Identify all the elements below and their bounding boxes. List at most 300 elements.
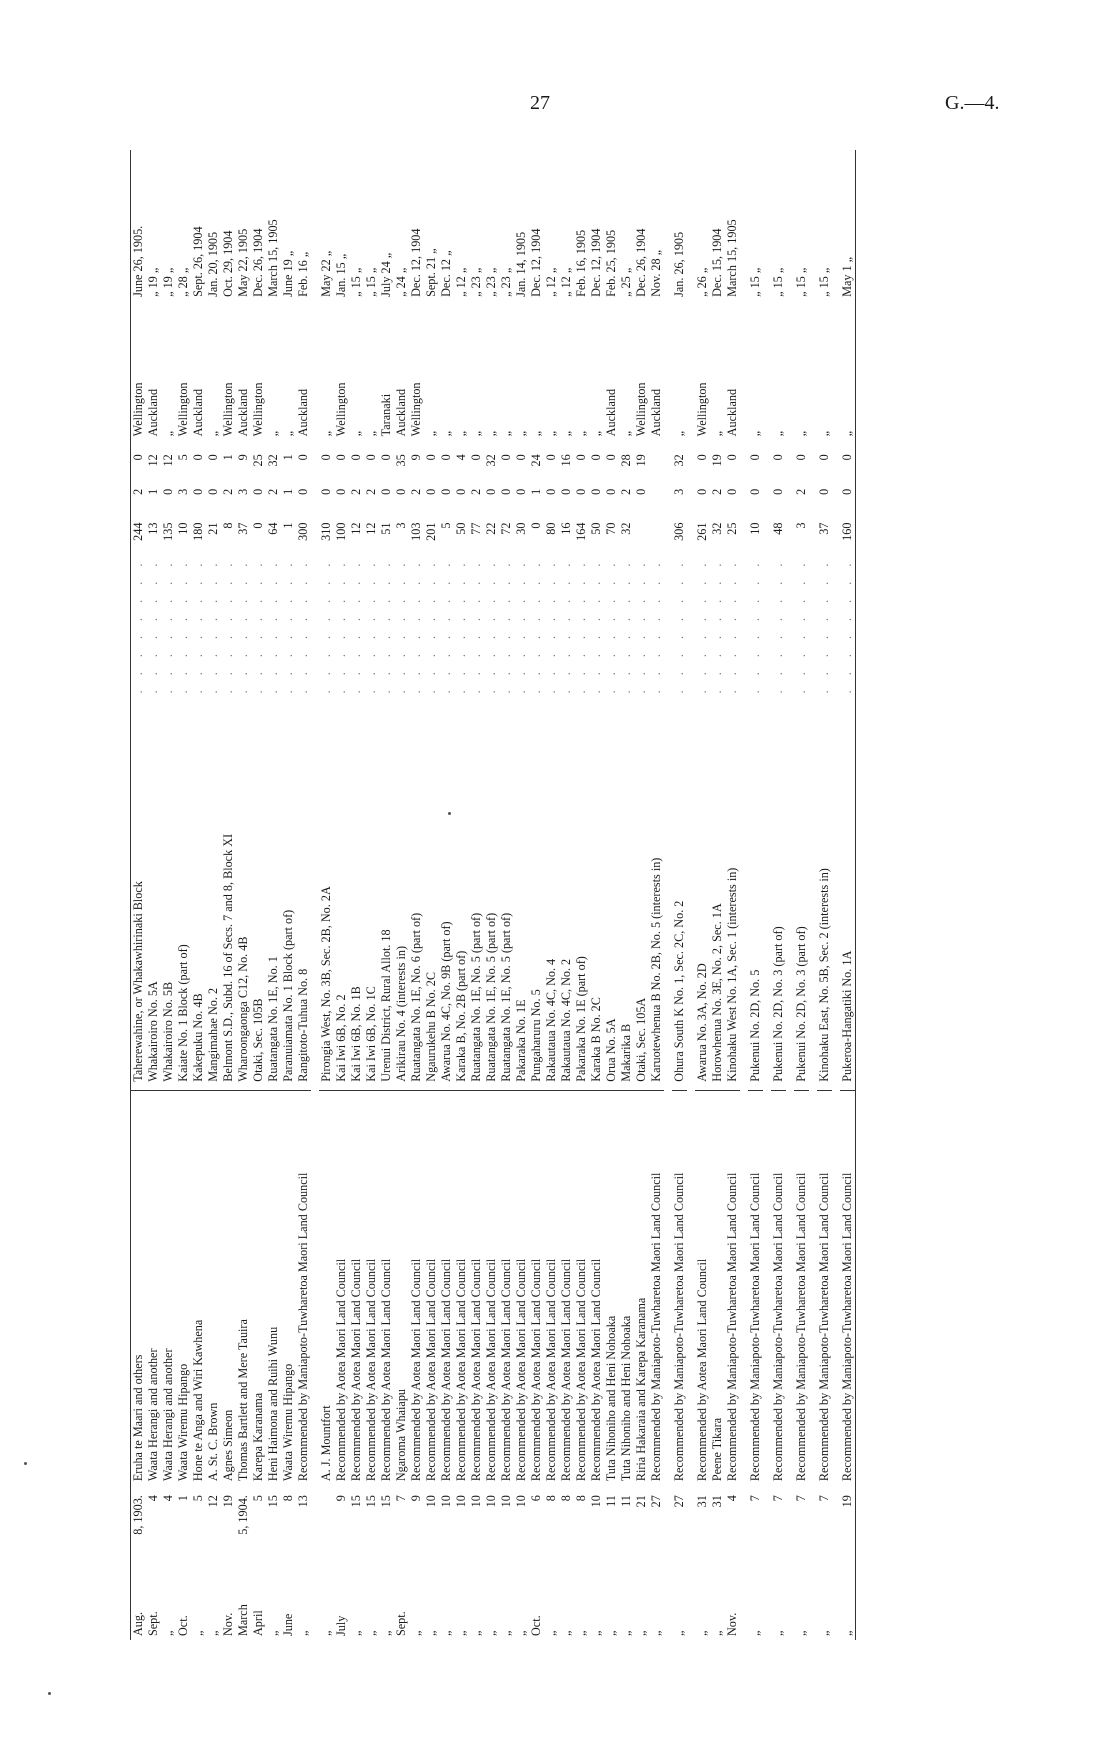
table-row	[832, 150, 840, 1640]
cell-when: March 15, 1905	[266, 219, 280, 297]
cell-when: Dec. 15, 1904	[710, 228, 724, 297]
cell-land: Whakairoiro No. 5A	[146, 697, 161, 1090]
cell-date: Oct.	[176, 1615, 190, 1636]
leader-dots: . . . . . . . .	[619, 557, 633, 694]
row-gap	[786, 150, 794, 1640]
cell-p: 32	[484, 454, 498, 467]
cell-grantee: Eruha te Maari and others	[131, 1090, 147, 1485]
cell-date: „	[544, 1630, 558, 1636]
leader-dots: . . . . . . . .	[364, 557, 378, 694]
cell-district: „	[161, 430, 175, 437]
leader-dots: . . . . . . . .	[559, 557, 573, 694]
cell-date: Aug.	[131, 1611, 145, 1636]
cell-when: „ 23 „	[499, 267, 513, 297]
cell-district: „	[514, 430, 528, 437]
cell-p: 19	[710, 454, 724, 467]
cell-day: 8	[281, 1495, 295, 1502]
cell-r: 0	[251, 488, 265, 495]
rotated-table-container	[130, 150, 970, 1640]
cell-day: 9	[409, 1495, 423, 1502]
cell-a: 50	[454, 522, 468, 535]
cell-date: „	[619, 1630, 633, 1636]
cell-when: „ 26 „	[695, 267, 709, 297]
cell-when: „ 12 „	[454, 267, 468, 297]
cell-district: Auckland	[191, 388, 205, 437]
cell-day: 19	[221, 1495, 235, 1508]
cell-a: 164	[574, 522, 588, 541]
cell-land: Ruatangata No. 1E, No. 6 (part of)	[409, 697, 424, 1090]
table-row	[236, 150, 251, 1640]
cell-when: Dec. 12 „	[439, 250, 453, 297]
speck	[24, 1462, 27, 1465]
cell-p: 16	[559, 454, 573, 467]
cell-p: 0	[296, 454, 310, 461]
cell-r: 0	[379, 488, 393, 495]
table-row	[439, 150, 454, 1640]
leader-dots: . . . . . . . .	[634, 557, 648, 694]
cell-p: 0	[349, 454, 363, 461]
cell-p: 12	[161, 454, 175, 467]
table-row	[809, 150, 817, 1640]
cell-when: Sept. 21 „	[424, 248, 438, 297]
cell-district: „	[589, 430, 603, 437]
cell-a: 10	[748, 522, 762, 535]
cell-p: 5	[176, 454, 190, 461]
cell-a: 1	[281, 522, 295, 529]
cell-r: 0	[161, 488, 175, 495]
cell-date: „	[710, 1630, 724, 1636]
cell-district: „	[544, 430, 558, 437]
leader-dots: . . . . . . . .	[319, 557, 333, 694]
cell-when: Dec. 12, 1904	[589, 228, 603, 297]
cell-land: Pirongia West, No. 3B, Sec. 2B, No. 2A	[319, 697, 334, 1090]
leader-dots: . . . . . . . .	[748, 557, 762, 694]
cell-r: 0	[394, 488, 408, 495]
cell-a: 13	[146, 522, 160, 535]
cell-land: Pungaharuru No. 5	[529, 697, 544, 1090]
cell-r: 0	[334, 488, 348, 495]
cell-when: Nov. 28 „	[649, 249, 663, 297]
cell-land: Pakaraka No. 1E	[514, 697, 529, 1090]
cell-when: Jan. 14, 1905	[514, 231, 528, 297]
cell-land: Rakautaua No. 4C, No. 4	[544, 697, 559, 1090]
cell-p: 19	[634, 454, 648, 467]
cell-land: Rangitoto-Tuhua No. 8	[296, 697, 311, 1090]
cell-date: „	[319, 1630, 333, 1636]
cell-r: 0	[191, 488, 205, 495]
cell-date: „	[454, 1630, 468, 1636]
cell-r: 2	[131, 488, 145, 495]
cell-r: 0	[544, 488, 558, 495]
leader-dots: . . . . . . . .	[424, 557, 438, 694]
cell-when: Sept. 26, 1904	[191, 226, 205, 297]
cell-p: 28	[619, 454, 633, 467]
cell-when: „ 15 „	[771, 267, 785, 297]
cell-r: 0	[424, 488, 438, 495]
cell-when: Dec. 26, 1904	[251, 228, 265, 297]
cell-date: „	[589, 1630, 603, 1636]
cell-district: „	[619, 430, 633, 437]
cell-date: „	[634, 1630, 648, 1636]
leader-dots: . . . . . . . .	[484, 557, 498, 694]
table-row	[484, 150, 499, 1640]
cell-grantee: Waata Herangi and another	[146, 1090, 161, 1485]
cell-land: Ngaurukehu B No. 2C	[424, 697, 439, 1090]
leader-dots: . . . . . . . .	[529, 557, 543, 694]
cell-date: Oct.	[529, 1615, 543, 1636]
table-row	[544, 150, 559, 1640]
cell-district: „	[817, 430, 831, 437]
cell-date: Nov.	[725, 1612, 739, 1636]
cell-p: 0	[725, 454, 739, 461]
leader-dots: . . . . . . . .	[439, 557, 453, 694]
cell-grantee: Recommended by Aotea Maori Land Council	[379, 1090, 394, 1485]
cell-land: Belmont S.D., Subd. 16 of Secs. 7 and 8, Block XI	[221, 697, 236, 1090]
cell-grantee: Heni Haimona and Ruihi Wunu	[266, 1090, 281, 1485]
table-row	[763, 150, 771, 1640]
cell-grantee: Recommended by Maniapoto-Tuwharetoa Maori Land Council	[817, 1090, 832, 1485]
cell-day: 8	[559, 1495, 573, 1502]
cell-r: 3	[672, 488, 686, 495]
cell-land: Awarua No. 4C, No. 9B (part of)	[439, 697, 454, 1090]
cell-grantee: Recommended by Aotea Maori Land Council	[529, 1090, 544, 1485]
cell-day: 13	[296, 1495, 310, 1508]
row-gap	[809, 150, 817, 1640]
cell-r: 2	[469, 488, 483, 495]
table-row	[349, 150, 364, 1640]
cell-day: 4	[161, 1495, 175, 1502]
cell-r: 2	[619, 488, 633, 495]
cell-land: Ohura South K No. 1, Sec. 2C, No. 2	[672, 697, 687, 1090]
cell-date: March	[236, 1604, 250, 1636]
leader-dots: . . . . . . . .	[771, 557, 785, 694]
cell-a: 80	[544, 522, 558, 535]
cell-p: 35	[394, 454, 408, 467]
table-row	[266, 150, 281, 1640]
cell-p: 4	[454, 454, 468, 461]
cell-when: „ 15 „	[817, 267, 831, 297]
cell-r: 0	[840, 488, 854, 495]
cell-grantee: Hone te Anga and Wiri Kawhena	[191, 1090, 206, 1485]
cell-a: 50	[589, 522, 603, 535]
cell-when: Feb. 25, 1905	[604, 229, 618, 297]
cell-grantee: Tuta Nihoniho and Heni Nohoaka	[619, 1090, 634, 1485]
cell-p: 0	[695, 454, 709, 461]
table-row	[311, 150, 319, 1640]
table-row	[559, 150, 574, 1640]
table-row	[424, 150, 439, 1640]
cell-day: 4	[725, 1495, 739, 1502]
cell-r: 3	[236, 488, 250, 495]
cell-day: 15	[266, 1495, 280, 1508]
table-row	[334, 150, 349, 1640]
row-gap	[664, 150, 672, 1640]
cell-a: 10	[176, 522, 190, 535]
cell-when: May 1 „	[840, 256, 854, 297]
table-row	[649, 150, 664, 1640]
cell-land: Pukenui No. 2D, No. 5	[748, 697, 763, 1090]
cell-district: „	[574, 430, 588, 437]
cell-when: „ 19 „	[161, 267, 175, 297]
cell-land: Orua No. 5A	[604, 697, 619, 1090]
cell-day: 9	[334, 1495, 348, 1502]
speck	[48, 1692, 51, 1695]
table-row	[499, 150, 514, 1640]
cell-date: April	[251, 1610, 265, 1636]
table-row	[725, 150, 740, 1640]
leader-dots: . . . . . . . .	[469, 557, 483, 694]
cell-when: „ 19 „	[146, 267, 160, 297]
cell-land: Paranuiamata No. 1 Block (part of)	[281, 697, 296, 1090]
cell-r: 0	[589, 488, 603, 495]
cell-p: 0	[439, 454, 453, 461]
cell-district: „	[349, 430, 363, 437]
cell-r: 2	[794, 488, 808, 495]
table-row	[514, 150, 529, 1640]
leader-dots: . . . . . . . .	[131, 557, 145, 694]
cell-a	[649, 519, 664, 554]
cell-r: 3	[176, 488, 190, 495]
cell-when: „ 12 „	[544, 267, 558, 297]
cell-land: Kaiate No. 1 Block (part of)	[176, 697, 191, 1090]
cell-a: 3	[394, 522, 408, 529]
cell-r: 0	[499, 488, 513, 495]
cell-district: Wellington	[131, 382, 145, 437]
cell-land: Pukeroa-Hangatiki No. 1A	[840, 697, 856, 1090]
cell-a: 12	[364, 522, 378, 535]
cell-grantee: Tuta Nihoniho and Heni Nohoaka	[604, 1090, 619, 1485]
cell-land: Ruatangata No. 1E, No. 1	[266, 697, 281, 1090]
cell-day: 10	[499, 1495, 513, 1508]
cell-a: 0	[251, 522, 265, 529]
cell-grantee: Recommended by Maniapoto-Tuwharetoa Maori Land Council	[672, 1090, 687, 1485]
leader-dots: . . . . . . . .	[725, 557, 739, 694]
cell-a: 8	[221, 522, 235, 529]
table-row	[206, 150, 221, 1640]
cell-r: 0	[604, 488, 618, 495]
cell-day: 15	[379, 1495, 393, 1508]
cell-day: 5	[251, 1495, 265, 1502]
leader-dots: . . . . . . . .	[454, 557, 468, 694]
cell-day: 10	[514, 1495, 528, 1508]
cell-land: Mangimahae No. 2	[206, 697, 221, 1090]
cell-date: „	[794, 1630, 808, 1636]
cell-day: 8, 1903.	[131, 1495, 145, 1535]
cell-when: „ 15 „	[349, 267, 363, 297]
cell-land: Kai Iwi 6B, No. 1C	[364, 697, 379, 1090]
cell-grantee: Recommended by Maniapoto-Tuwharetoa Maori Land Council	[840, 1090, 856, 1485]
cell-p: 0	[131, 454, 145, 461]
cell-when: „ 28 „	[176, 267, 190, 297]
cell-when: May 22 „	[319, 250, 333, 297]
cell-p: 0	[334, 454, 348, 461]
table-row	[319, 150, 334, 1640]
cell-date: „	[604, 1630, 618, 1636]
cell-when: July 24 „	[379, 252, 393, 297]
cell-land: Karaka B, No. 2B (part of)	[454, 697, 469, 1090]
cell-day: 7	[748, 1495, 762, 1502]
cell-day: 7	[394, 1495, 408, 1502]
cell-land: Otaki, Sec. 105A	[634, 697, 649, 1090]
cell-grantee: Recommended by Maniapoto-Tuwharetoa Maori Land Council	[748, 1090, 763, 1485]
cell-a: 160	[840, 522, 854, 541]
cell-a: 201	[424, 522, 438, 541]
cell-district: „	[266, 430, 280, 437]
cell-district: Wellington	[176, 382, 190, 437]
cell-r: 2	[349, 488, 363, 495]
cell-day: 11	[619, 1495, 633, 1507]
table-row	[409, 150, 424, 1640]
cell-when: Dec. 12, 1904	[529, 228, 543, 297]
cell-p: 0	[499, 454, 513, 461]
cell-district: „	[484, 430, 498, 437]
cell-a: 12	[349, 522, 363, 535]
cell-r: 2	[364, 488, 378, 495]
table-row	[589, 150, 604, 1640]
land-grant-table	[130, 150, 856, 1640]
cell-p: 9	[236, 454, 250, 461]
cell-district: „	[206, 430, 220, 437]
cell-date: „	[574, 1630, 588, 1636]
cell-p: 0	[840, 454, 854, 461]
table-row	[281, 150, 296, 1640]
cell-land: Taherewahine, or Whakawhirinaki Block	[131, 697, 147, 1090]
cell-district: „	[748, 430, 762, 437]
leader-dots: . . . . . . . .	[394, 557, 408, 694]
cell-date: „	[409, 1630, 423, 1636]
cell-district: Wellington	[695, 382, 709, 437]
leader-dots: . . . . . . . .	[334, 557, 348, 694]
cell-when: „ 25 „	[619, 267, 633, 297]
cell-r	[649, 485, 664, 519]
cell-day: 7	[817, 1495, 831, 1502]
cell-date: „	[191, 1630, 205, 1636]
cell-district: „	[281, 430, 295, 437]
cell-district: Wellington	[221, 382, 235, 437]
cell-grantee: Recommended by Aotea Maori Land Council	[364, 1090, 379, 1485]
cell-date: June	[281, 1613, 295, 1636]
cell-r: 0	[634, 488, 648, 495]
cell-r: 0	[817, 488, 831, 495]
cell-date: „	[748, 1630, 762, 1636]
cell-a: 306	[672, 522, 686, 541]
table-row	[251, 150, 266, 1640]
cell-day: 6	[529, 1495, 543, 1502]
cell-day: 8	[574, 1495, 588, 1502]
cell-day: 5	[191, 1495, 205, 1502]
leader-dots: . . . . . . . .	[817, 557, 831, 694]
cell-grantee: Recommended by Aotea Maori Land Council	[499, 1090, 514, 1485]
cell-day: 12	[206, 1495, 220, 1508]
cell-a	[634, 519, 649, 554]
cell-r: 0	[319, 488, 333, 495]
cell-district: Wellington	[251, 382, 265, 437]
cell-grantee: Recommended by Aotea Maori Land Council	[334, 1090, 349, 1485]
cell-day: 15	[364, 1495, 378, 1508]
cell-land: Ruatangata No. 1E, No. 5 (part of)	[484, 697, 499, 1090]
cell-grantee: Recommended by Maniapoto-Tuwharetoa Maori Land Council	[771, 1090, 786, 1485]
cell-when: Feb. 16 „	[296, 251, 310, 297]
cell-district: Taranaki	[379, 393, 393, 437]
cell-date: Sept.	[394, 1611, 408, 1636]
table-row	[748, 150, 763, 1640]
leader-dots: . . . . . . . .	[695, 557, 709, 694]
leader-dots: . . . . . . . .	[161, 557, 175, 694]
cell-land: Pakaraka No. 1E (part of)	[574, 697, 589, 1090]
cell-district: „	[710, 430, 724, 437]
cell-a: 22	[484, 522, 498, 535]
table-row	[710, 150, 725, 1640]
table-row	[161, 150, 176, 1640]
cell-grantee: Recommended by Aotea Maori Land Council	[695, 1090, 710, 1485]
cell-p: 0	[469, 454, 483, 461]
cell-land: Whakairoiro No. 5B	[161, 697, 176, 1090]
cell-district: „	[454, 430, 468, 437]
cell-a: 70	[604, 522, 618, 535]
leader-dots: . . . . . . . .	[649, 557, 663, 694]
cell-a: 32	[619, 522, 633, 535]
cell-r: 0	[748, 488, 762, 495]
table-row	[687, 150, 695, 1640]
leader-dots: . . . . . . . .	[604, 557, 618, 694]
cell-day: 31	[695, 1495, 709, 1508]
cell-land: Ruatangata No. 1E, No. 5 (part of)	[499, 697, 514, 1090]
cell-when: Jan. 20, 1905	[206, 231, 220, 297]
cell-date: „	[379, 1630, 393, 1636]
cell-grantee: Peene Tikara	[710, 1090, 725, 1485]
cell-day: 4	[146, 1495, 160, 1502]
cell-land: Kinohaku West No. 1A, Sec. 1 (interests in)	[725, 697, 740, 1090]
cell-land: Makarika B	[619, 697, 634, 1090]
cell-grantee: A. J. Mountfort	[319, 1090, 334, 1485]
leader-dots: . . . . . . . .	[589, 557, 603, 694]
table-row	[454, 150, 469, 1640]
cell-a: 64	[266, 522, 280, 535]
table-row	[786, 150, 794, 1640]
cell-date: „	[840, 1630, 854, 1636]
table-row	[794, 150, 809, 1640]
table-row	[469, 150, 484, 1640]
cell-grantee: Recommended by Aotea Maori Land Council	[349, 1090, 364, 1485]
cell-day: 7	[794, 1495, 808, 1502]
cell-when: „ 15 „	[794, 267, 808, 297]
cell-p: 0	[748, 454, 762, 461]
cell-grantee: Recommended by Aotea Maori Land Council	[409, 1090, 424, 1485]
cell-date: „	[672, 1630, 686, 1636]
cell-when: „ 12 „	[559, 267, 573, 297]
cell-grantee: Recommended by Maniapoto-Tuwharetoa Maori Land Council	[794, 1090, 809, 1485]
cell-land: Rakautaua No. 4C, No. 2	[559, 697, 574, 1090]
table-row	[364, 150, 379, 1640]
cell-land: Pukenui No. 2D, No. 3 (part of)	[794, 697, 809, 1090]
cell-day: 27	[649, 1495, 663, 1508]
cell-date: Sept.	[146, 1611, 160, 1636]
leader-dots: . . . . . . . .	[840, 557, 854, 694]
cell-p	[649, 450, 664, 484]
cell-grantee: Recommended by Maniapoto-Tuwharetoa Maori Land Council	[649, 1090, 664, 1485]
cell-date: Nov.	[221, 1612, 235, 1636]
cell-day: 5, 1904.	[236, 1495, 250, 1535]
table-row	[131, 150, 147, 1640]
leader-dots: . . . . . . . .	[499, 557, 513, 694]
table-row	[664, 150, 672, 1640]
table-row	[672, 150, 687, 1640]
cell-day: 27	[672, 1495, 686, 1508]
cell-day: 15	[349, 1495, 363, 1508]
cell-district: „	[794, 430, 808, 437]
cell-date: „	[469, 1630, 483, 1636]
cell-a: 30	[514, 522, 528, 535]
